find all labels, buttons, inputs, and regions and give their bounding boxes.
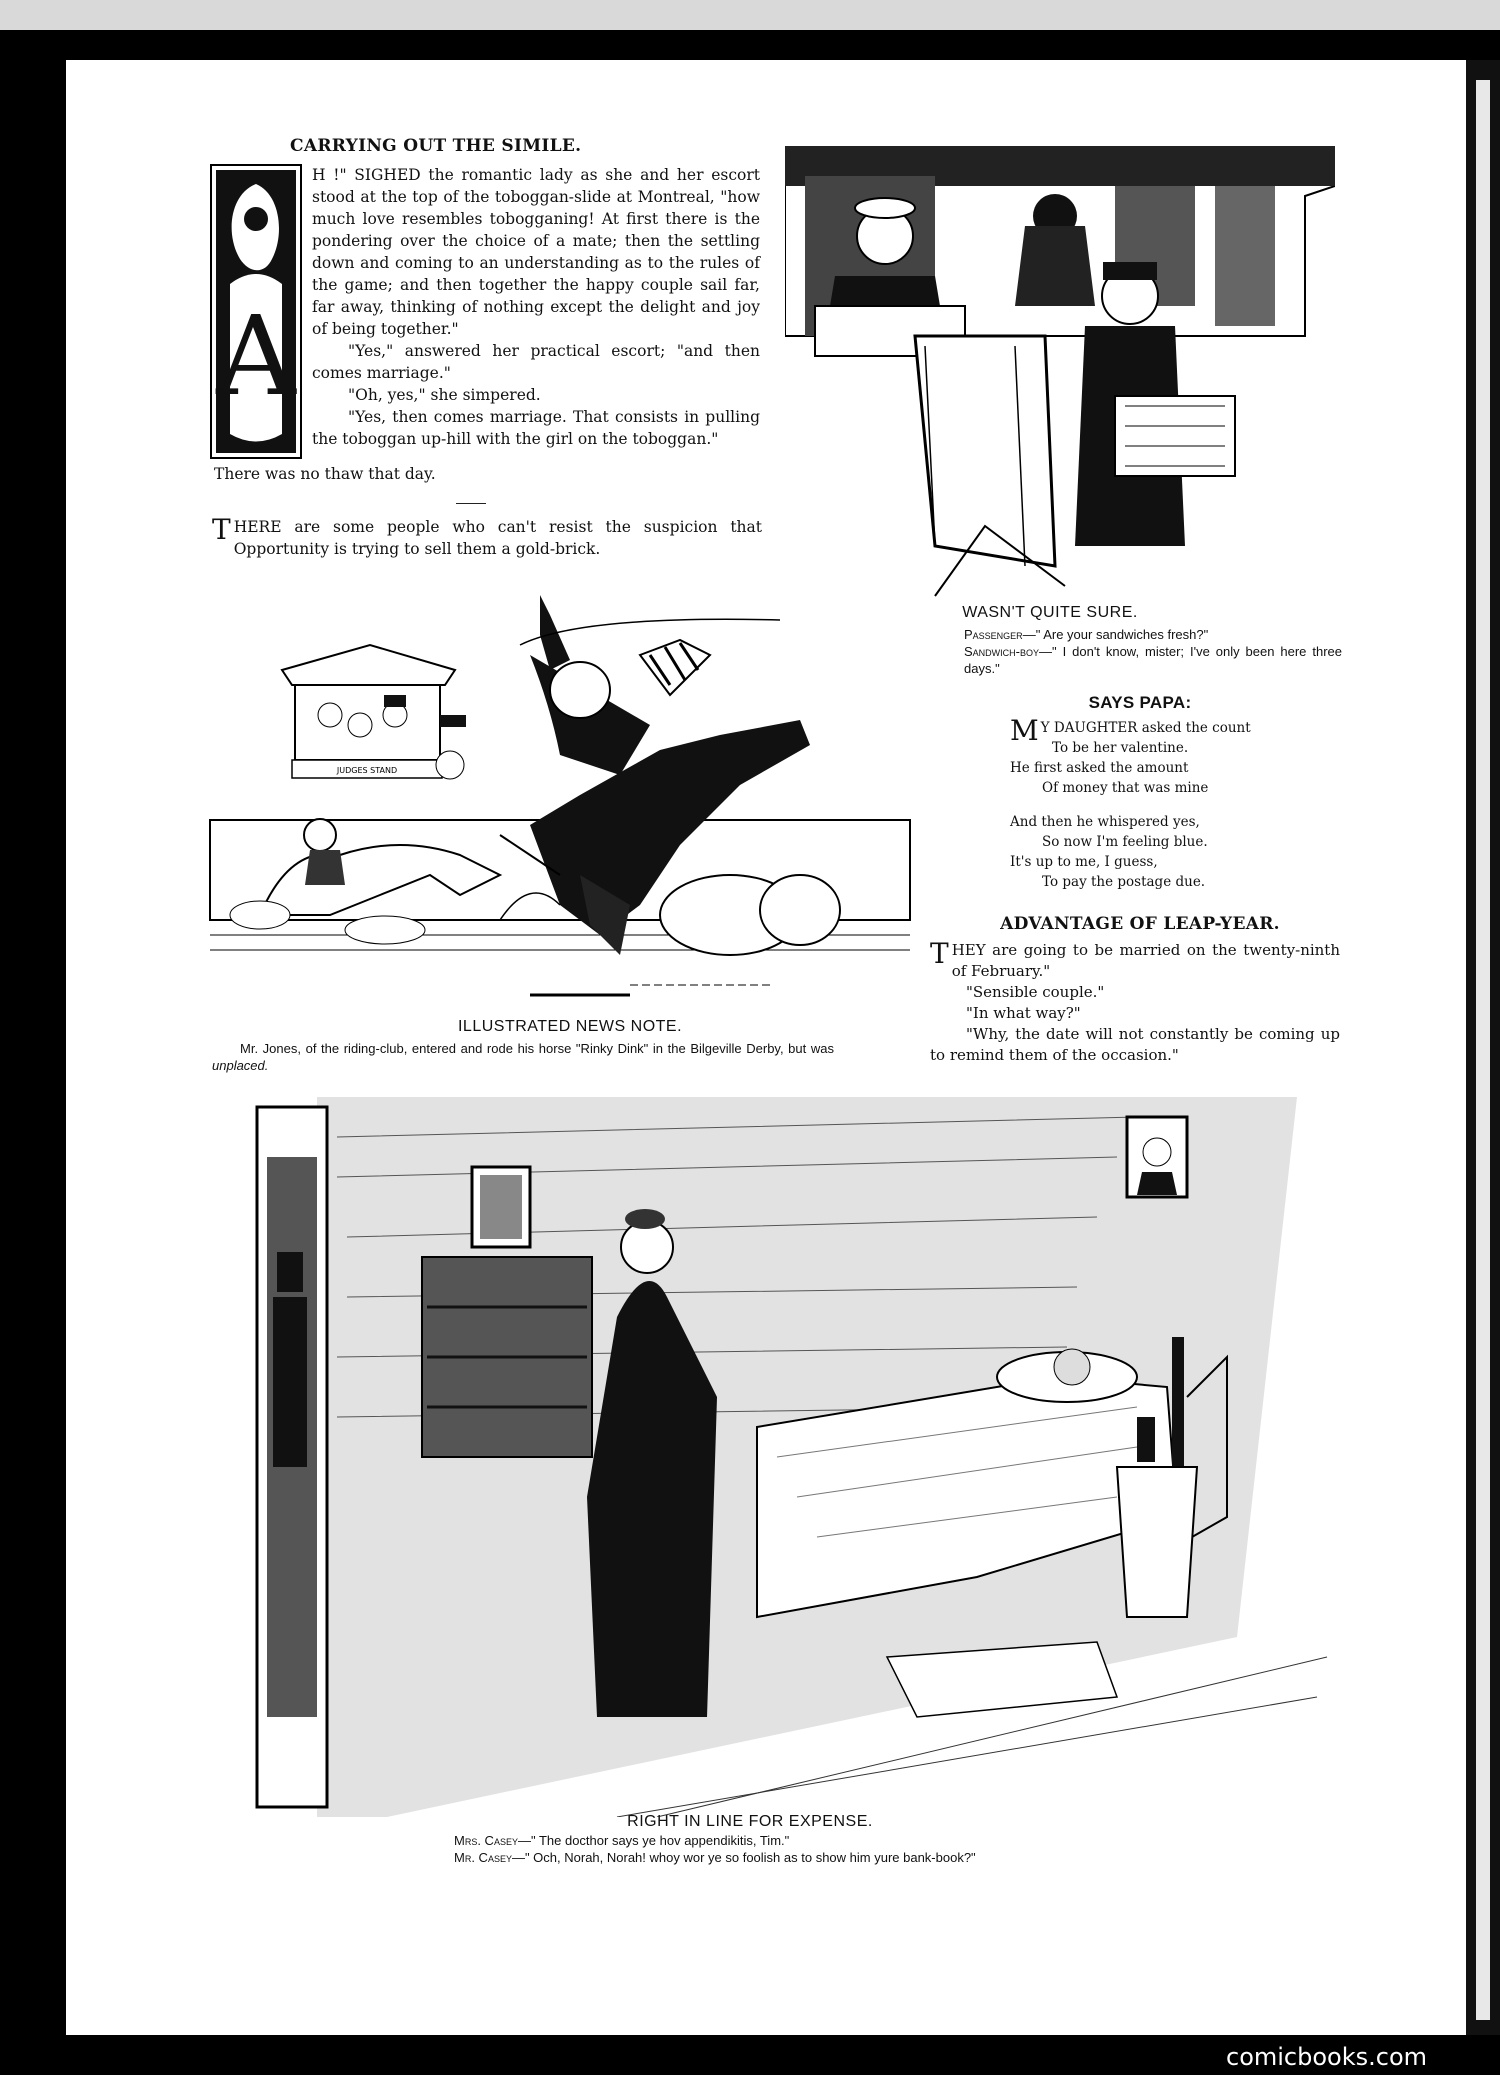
casey-dialogue [454,1832,1214,1866]
scan-top-strip [0,0,1500,30]
leap-paragraph-1: HEY are going to be married on the twenty-ninth of February." [951,941,1340,980]
train-speaker-1: Passenger [964,627,1023,642]
svg-text:A: A [216,292,296,420]
train-caption-block [960,604,1340,622]
leap-paragraph-4: "Why, the date will not constantly be coming up to remind them of the occasion." [930,1025,1340,1064]
derby-text: Mr. Jones, of the riding-club, entered and rode his horse "Rinky Dink" in the Bilgeville Derby, but was [240,1041,834,1056]
leap-year-joke [930,937,1340,1066]
train-carriage-illustration [785,146,1335,600]
leap-year-title-box [940,914,1340,934]
casey-speaker-1: Mrs. Casey [454,1833,518,1848]
simile-paragraph-3: "Oh, yes," she simpered. [348,386,541,404]
casey-title: RIGHT IN LINE FOR EXPENSE. [627,1813,873,1830]
papa-poem [1010,714,1310,892]
casey-line-2: —" Och, Norah, Norah! whoy wor ye so foolish as to show him yure bank-book?" [511,1850,976,1865]
train-dialogue [964,626,1342,677]
train-title: WASN'T QUITE SURE. [962,604,1138,621]
derby-caption [212,1040,834,1074]
opportunity-initial: T [212,513,231,546]
papa-title: SAYS PAPA: [1088,693,1192,712]
opportunity-text: HERE are some people who can't resist the suspicion that Opportunity is trying to sell them a gold-brick. [233,518,762,558]
section-rule [456,503,486,504]
derby-race-illustration [200,575,920,1005]
derby-emphasis: unplaced. [212,1058,269,1073]
papa-initial: M [1010,714,1039,747]
derby-caption-box [370,1018,770,1036]
simile-paragraph-4: "Yes, then comes marriage. That consists in pulling the toboggan up-hill with the girl on the toboggan." [312,408,760,448]
papa-line-4: Of money that was mine [1042,780,1209,796]
derby-title: ILLUSTRATED NEWS NOTE. [457,1018,683,1035]
site-watermark: comicbooks.com [1226,2043,1428,2071]
simile-paragraph-1: H !" SIGHED the romantic lady as she and her escort stood at the top of the toboggan-slide at Montreal, "how much love resembles tobogganing! At first there is the pondering over the choice of a mate; then the settling down and coming to an understanding as to the rules of the game; and then together the happy couple sail far, far away, thinking of nothing except the delight and joy of being together." [312,166,760,338]
papa-line-2: To be her valentine. [1052,740,1189,756]
train-line-1: —" Are your sandwiches fresh?" [1022,627,1209,642]
papa-line-3: He first asked the amount [1010,760,1189,776]
bedroom-illustration [237,1097,1347,1817]
simile-title: CARRYING OUT THE SIMILE. [290,136,582,156]
train-line-2: —" I don't know, mister; I've only been here three days." [964,644,1342,676]
ornamental-dropcap-a [210,164,302,459]
leap-year-title: ADVANTAGE OF LEAP-YEAR. [1000,914,1280,934]
svg-text:JUDGES STAND: JUDGES STAND [336,766,398,775]
opportunity-joke [212,513,762,560]
papa-line-8: To pay the postage due. [1042,874,1206,890]
casey-line-1: —" The docthor says ye hov appendikitis, Tim." [517,1833,790,1848]
leap-initial: T [930,937,949,970]
scan-right-strip [1466,60,1500,2035]
leap-paragraph-3: "In what way?" [966,1004,1081,1022]
leap-paragraph-2: "Sensible couple." [966,983,1105,1001]
casey-speaker-2: Mr. Casey [454,1850,512,1865]
papa-poem-title [1040,693,1240,713]
simile-paragraph-5: There was no thaw that day. [214,465,436,483]
casey-title-box [500,1813,1000,1831]
papa-line-7: It's up to me, I guess, [1010,854,1158,870]
simile-article [210,136,760,485]
papa-line-1: Y DAUGHTER asked the count [1040,720,1251,736]
train-speaker-2: Sandwich-boy [964,644,1040,659]
simile-paragraph-2: "Yes," answered her practical escort; "and then comes marriage." [312,342,760,382]
papa-line-6: So now I'm feeling blue. [1042,834,1208,850]
papa-line-5: And then he whispered yes, [1010,814,1200,830]
